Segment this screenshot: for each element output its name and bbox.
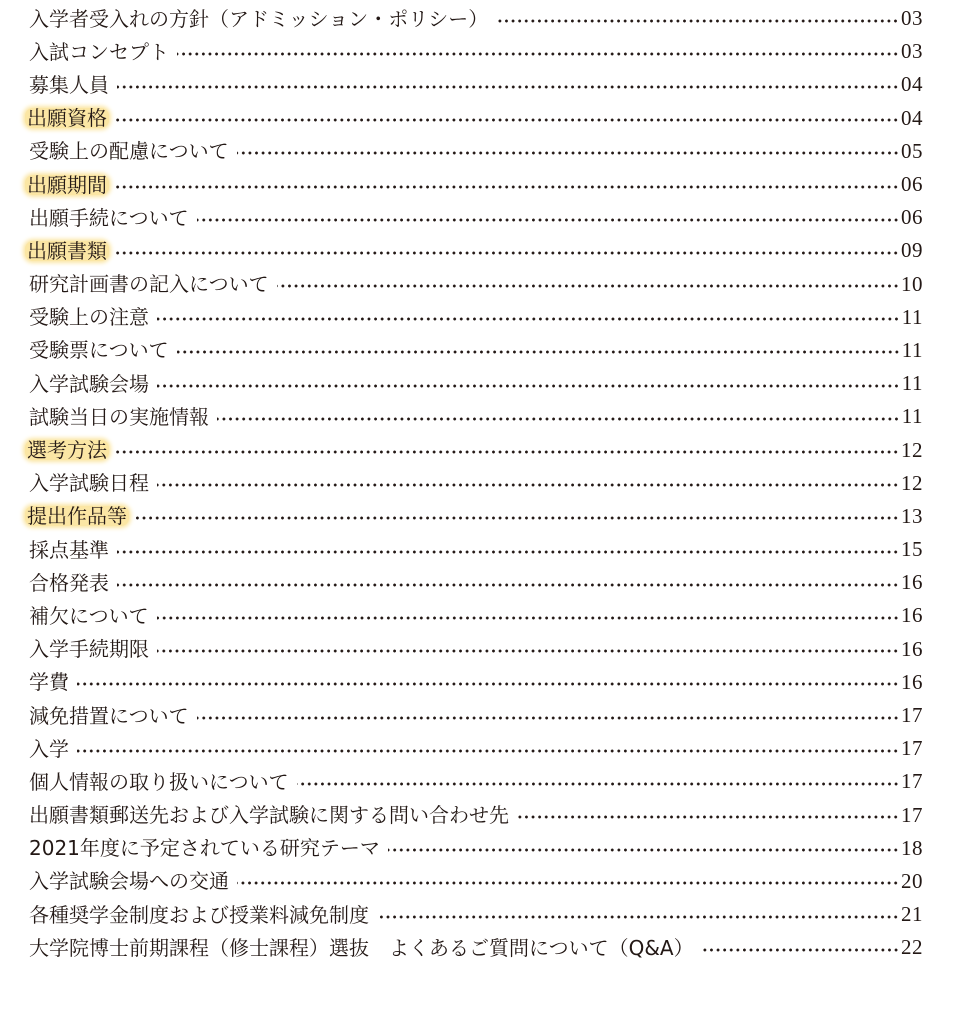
toc-entry-title: 学費 xyxy=(29,670,69,695)
toc-entry-page-number: 05 xyxy=(901,138,923,163)
toc-entry-page-number: 03 xyxy=(901,39,923,64)
toc-entry[interactable] xyxy=(0,599,978,632)
toc-entry[interactable] xyxy=(0,931,978,964)
table-of-contents xyxy=(0,2,978,964)
toc-entry-page-number: 17 xyxy=(901,703,923,728)
dot-leader xyxy=(237,151,899,155)
dot-leader xyxy=(157,317,900,321)
toc-entry-page-number: 06 xyxy=(901,205,923,230)
dot-leader xyxy=(157,384,900,388)
toc-entry-title: 入学者受入れの方針（アドミッション・ポリシー） xyxy=(29,6,489,31)
dot-leader xyxy=(157,649,899,653)
toc-entry[interactable] xyxy=(0,234,978,267)
toc-entry[interactable] xyxy=(0,832,978,865)
toc-entry[interactable] xyxy=(0,400,978,433)
toc-entry-page-number: 11 xyxy=(901,371,923,396)
toc-entry[interactable] xyxy=(0,865,978,898)
toc-entry[interactable] xyxy=(0,500,978,533)
toc-entry-page-number: 13 xyxy=(901,503,923,528)
dot-leader xyxy=(117,550,899,554)
dot-leader xyxy=(217,417,900,421)
dot-leader xyxy=(197,218,899,222)
toc-entry-page-number: 16 xyxy=(901,603,923,628)
toc-entry-page-number: 16 xyxy=(901,570,923,595)
dot-leader xyxy=(115,450,899,454)
toc-entry-title: 出願書類郵送先および入学試験に関する問い合わせ先 xyxy=(29,803,509,828)
toc-entry-title: 補欠について xyxy=(29,603,149,628)
toc-entry-title: 出願手続について xyxy=(29,205,189,230)
toc-entry-page-number: 11 xyxy=(901,404,923,429)
toc-entry[interactable] xyxy=(0,666,978,699)
toc-entry-title: 募集人員 xyxy=(29,72,109,97)
toc-entry-title: 研究計画書の記入について xyxy=(29,272,269,297)
toc-entry[interactable] xyxy=(0,433,978,466)
toc-entry-title: 入試コンセプト xyxy=(29,39,169,64)
toc-entry[interactable] xyxy=(0,301,978,334)
dot-leader xyxy=(517,815,899,819)
toc-entry-title: 入学手続期限 xyxy=(29,637,149,662)
dot-leader xyxy=(117,583,899,587)
dot-leader xyxy=(496,19,899,23)
toc-entry[interactable] xyxy=(0,367,978,400)
toc-entry-page-number: 09 xyxy=(901,238,923,263)
dot-leader xyxy=(277,284,899,288)
toc-entry-page-number: 04 xyxy=(901,72,923,97)
toc-entry[interactable] xyxy=(0,268,978,301)
toc-entry[interactable] xyxy=(0,732,978,765)
toc-entry-page-number: 11 xyxy=(901,304,923,329)
toc-entry-title: 入学試験日程 xyxy=(29,471,149,496)
dot-leader xyxy=(297,782,899,786)
toc-entry-title: 出願資格 xyxy=(27,106,107,131)
toc-entry-page-number: 06 xyxy=(901,172,923,197)
toc-entry-page-number: 04 xyxy=(901,105,923,130)
toc-entry-page-number: 03 xyxy=(901,6,923,31)
toc-entry[interactable] xyxy=(0,35,978,68)
toc-entry[interactable] xyxy=(0,566,978,599)
toc-entry-title: 出願書類 xyxy=(27,238,107,263)
toc-entry-title: 入学試験会場への交通 xyxy=(29,869,229,894)
toc-entry-title: 個人情報の取り扱いについて xyxy=(29,769,289,794)
dot-leader xyxy=(197,716,899,720)
toc-entry[interactable] xyxy=(0,168,978,201)
toc-entry-page-number: 17 xyxy=(901,802,923,827)
dot-leader xyxy=(115,251,899,255)
dot-leader xyxy=(135,516,899,520)
dot-leader xyxy=(115,118,899,122)
dot-leader xyxy=(377,915,899,919)
toc-entry-page-number: 12 xyxy=(901,437,923,462)
toc-entry-page-number: 17 xyxy=(901,769,923,794)
toc-entry[interactable] xyxy=(0,334,978,367)
toc-entry[interactable] xyxy=(0,68,978,101)
toc-entry-title: 入学試験会場 xyxy=(29,371,149,396)
toc-entry-page-number: 15 xyxy=(901,537,923,562)
toc-entry[interactable] xyxy=(0,467,978,500)
toc-entry-page-number: 11 xyxy=(901,337,923,362)
toc-entry[interactable] xyxy=(0,2,978,35)
toc-entry-title: 入学 xyxy=(29,736,69,761)
toc-entry[interactable] xyxy=(0,201,978,234)
toc-entry-page-number: 17 xyxy=(901,736,923,761)
toc-entry-page-number: 16 xyxy=(901,636,923,661)
toc-entry-page-number: 20 xyxy=(901,868,923,893)
dot-leader xyxy=(77,749,899,753)
toc-entry-title: 採点基準 xyxy=(29,537,109,562)
dot-leader xyxy=(115,185,899,189)
toc-entry-title: 合格発表 xyxy=(29,570,109,595)
dot-leader xyxy=(157,483,899,487)
dot-leader xyxy=(237,881,899,885)
toc-entry-page-number: 22 xyxy=(901,935,923,960)
dot-leader xyxy=(177,350,900,354)
toc-entry-page-number: 10 xyxy=(901,271,923,296)
dot-leader xyxy=(388,848,899,852)
dot-leader xyxy=(157,616,899,620)
toc-entry-title: 受験票について xyxy=(29,338,169,363)
toc-entry-page-number: 12 xyxy=(901,470,923,495)
toc-entry-title: 大学院博士前期課程（修士課程）選抜 よくあるご質問について（Q&A） xyxy=(29,935,694,960)
toc-entry[interactable] xyxy=(0,765,978,798)
toc-entry[interactable] xyxy=(0,898,978,931)
toc-entry-title: 各種奨学金制度および授業料減免制度 xyxy=(29,902,369,927)
dot-leader xyxy=(702,948,899,952)
toc-entry-title: 出願期間 xyxy=(27,172,107,197)
toc-entry[interactable] xyxy=(0,633,978,666)
dot-leader xyxy=(177,52,899,56)
toc-entry-title: 試験当日の実施情報 xyxy=(29,404,209,429)
toc-entry-title: 提出作品等 xyxy=(27,504,127,529)
toc-entry[interactable] xyxy=(0,799,978,832)
toc-entry-page-number: 16 xyxy=(901,669,923,694)
toc-entry-title: 2021年度に予定されている研究テーマ xyxy=(29,836,380,861)
toc-entry-title: 選考方法 xyxy=(27,438,107,463)
dot-leader xyxy=(77,682,899,686)
toc-entry-title: 減免措置について xyxy=(29,703,189,728)
toc-entry-title: 受験上の配慮について xyxy=(29,139,229,164)
toc-entry-title: 受験上の注意 xyxy=(29,305,149,330)
toc-entry-page-number: 21 xyxy=(901,902,923,927)
toc-entry[interactable] xyxy=(0,102,978,135)
dot-leader xyxy=(117,85,899,89)
toc-entry[interactable] xyxy=(0,135,978,168)
toc-entry[interactable] xyxy=(0,699,978,732)
toc-entry[interactable] xyxy=(0,533,978,566)
toc-entry-page-number: 18 xyxy=(901,835,923,860)
